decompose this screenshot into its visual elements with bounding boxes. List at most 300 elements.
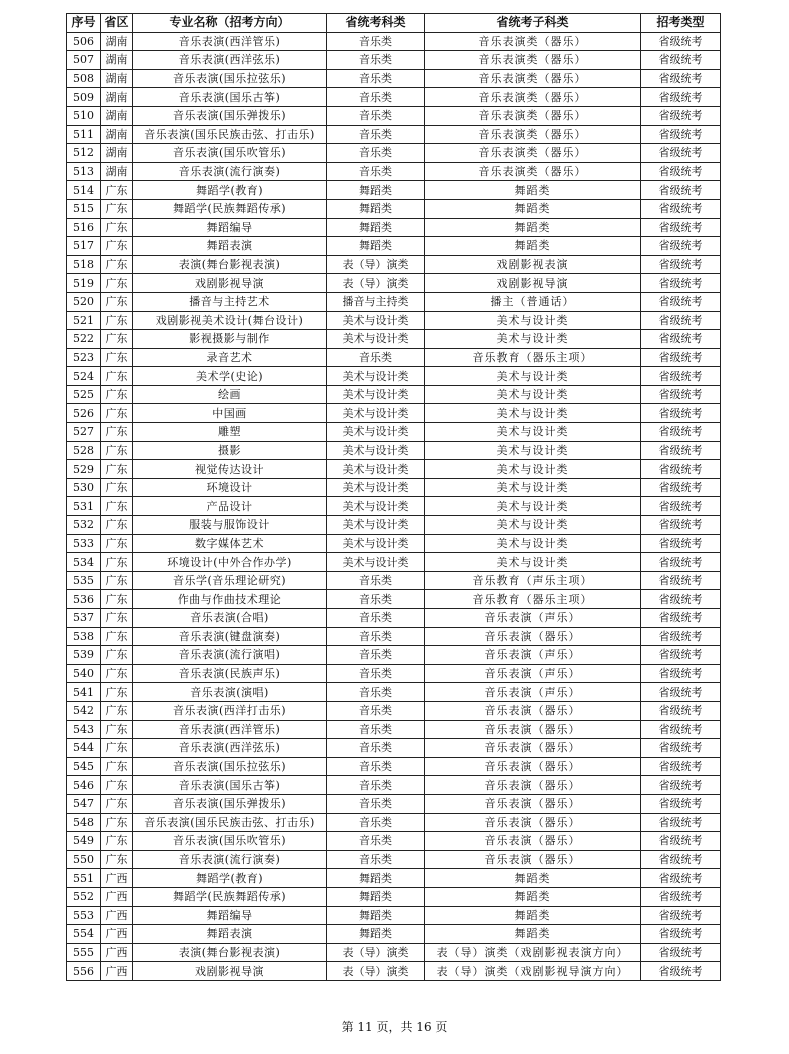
cell-exam-subcategory: 美术与设计类 <box>425 367 641 386</box>
cell-admission-type: 省级统考 <box>641 125 721 144</box>
table-row <box>67 571 721 590</box>
cell-exam-category: 美术与设计类 <box>327 497 425 516</box>
cell-major-name: 戏剧影视导演 <box>133 274 327 293</box>
cell-province: 广东 <box>101 237 133 256</box>
cell-admission-type: 省级统考 <box>641 199 721 218</box>
cell-admission-type: 省级统考 <box>641 460 721 479</box>
cell-exam-subcategory: 舞蹈类 <box>425 237 641 256</box>
cell-admission-type: 省级统考 <box>641 906 721 925</box>
cell-major-name: 音乐表演(西洋管乐) <box>133 32 327 51</box>
cell-province: 广东 <box>101 813 133 832</box>
cell-major-name: 作曲与作曲技术理论 <box>133 590 327 609</box>
table-row <box>67 553 721 572</box>
cell-major-name: 舞蹈表演 <box>133 237 327 256</box>
table-row <box>67 423 721 442</box>
table-row <box>67 181 721 200</box>
cell-exam-category: 音乐类 <box>327 701 425 720</box>
cell-exam-category: 音乐类 <box>327 794 425 813</box>
cell-admission-type: 省级统考 <box>641 237 721 256</box>
cell-exam-category: 美术与设计类 <box>327 423 425 442</box>
cell-major-name: 音乐表演(西洋打击乐) <box>133 701 327 720</box>
cell-major-name: 美术学(史论) <box>133 367 327 386</box>
cell-exam-subcategory: 美术与设计类 <box>425 404 641 423</box>
cell-exam-category: 播音与主持类 <box>327 292 425 311</box>
table-row <box>67 776 721 795</box>
cell-major-name: 音乐表演(国乐拉弦乐) <box>133 69 327 88</box>
cell-major-name: 表演(舞台影视表演) <box>133 943 327 962</box>
cell-exam-category: 音乐类 <box>327 571 425 590</box>
cell-admission-type: 省级统考 <box>641 330 721 349</box>
cell-serial-number: 519 <box>67 274 101 293</box>
cell-serial-number: 520 <box>67 292 101 311</box>
cell-province: 广西 <box>101 943 133 962</box>
cell-province: 广东 <box>101 404 133 423</box>
cell-major-name: 舞蹈表演 <box>133 925 327 944</box>
cell-exam-category: 表（导）演类 <box>327 255 425 274</box>
cell-province: 广东 <box>101 850 133 869</box>
cell-major-name: 音乐表演(国乐吹管乐) <box>133 144 327 163</box>
cell-exam-category: 美术与设计类 <box>327 404 425 423</box>
cell-serial-number: 521 <box>67 311 101 330</box>
cell-exam-category: 音乐类 <box>327 162 425 181</box>
cell-admission-type: 省级统考 <box>641 423 721 442</box>
cell-major-name: 舞蹈学(教育) <box>133 181 327 200</box>
cell-exam-category: 音乐类 <box>327 664 425 683</box>
cell-major-name: 音乐表演(流行演奏) <box>133 162 327 181</box>
table-row <box>67 850 721 869</box>
table-row <box>67 701 721 720</box>
cell-province: 广东 <box>101 423 133 442</box>
cell-major-name: 录音艺术 <box>133 348 327 367</box>
cell-admission-type: 省级统考 <box>641 534 721 553</box>
cell-serial-number: 533 <box>67 534 101 553</box>
cell-admission-type: 省级统考 <box>641 255 721 274</box>
cell-admission-type: 省级统考 <box>641 646 721 665</box>
cell-exam-category: 音乐类 <box>327 348 425 367</box>
cell-serial-number: 527 <box>67 423 101 442</box>
table-row <box>67 757 721 776</box>
cell-admission-type: 省级统考 <box>641 664 721 683</box>
cell-exam-subcategory: 美术与设计类 <box>425 423 641 442</box>
cell-exam-subcategory: 音乐教育（器乐主项） <box>425 590 641 609</box>
cell-exam-subcategory: 音乐教育（器乐主项） <box>425 348 641 367</box>
table-row <box>67 51 721 70</box>
cell-exam-subcategory: 美术与设计类 <box>425 478 641 497</box>
cell-serial-number: 512 <box>67 144 101 163</box>
cell-exam-subcategory: 舞蹈类 <box>425 925 641 944</box>
table-row <box>67 739 721 758</box>
cell-exam-subcategory: 音乐表演类（器乐） <box>425 69 641 88</box>
table-row <box>67 962 721 981</box>
cell-exam-subcategory: 音乐表演（器乐） <box>425 739 641 758</box>
cell-serial-number: 526 <box>67 404 101 423</box>
cell-major-name: 绘画 <box>133 385 327 404</box>
cell-exam-subcategory: 舞蹈类 <box>425 887 641 906</box>
cell-admission-type: 省级统考 <box>641 850 721 869</box>
cell-admission-type: 省级统考 <box>641 69 721 88</box>
cell-major-name: 音乐表演(流行演奏) <box>133 850 327 869</box>
cell-admission-type: 省级统考 <box>641 813 721 832</box>
cell-exam-category: 音乐类 <box>327 832 425 851</box>
cell-exam-subcategory: 舞蹈类 <box>425 906 641 925</box>
cell-major-name: 播音与主持艺术 <box>133 292 327 311</box>
cell-province: 广西 <box>101 906 133 925</box>
cell-admission-type: 省级统考 <box>641 720 721 739</box>
cell-exam-category: 音乐类 <box>327 757 425 776</box>
cell-serial-number: 536 <box>67 590 101 609</box>
cell-admission-type: 省级统考 <box>641 925 721 944</box>
cell-serial-number: 548 <box>67 813 101 832</box>
cell-exam-subcategory: 音乐表演（声乐） <box>425 609 641 628</box>
table-row <box>67 274 721 293</box>
table-row <box>67 218 721 237</box>
cell-serial-number: 525 <box>67 385 101 404</box>
cell-exam-subcategory: 音乐表演类（器乐） <box>425 106 641 125</box>
cell-exam-category: 美术与设计类 <box>327 441 425 460</box>
cell-exam-category: 音乐类 <box>327 609 425 628</box>
cell-exam-subcategory: 舞蹈类 <box>425 181 641 200</box>
table-row <box>67 943 721 962</box>
table-row <box>67 292 721 311</box>
cell-major-name: 摄影 <box>133 441 327 460</box>
cell-exam-subcategory: 音乐表演（声乐） <box>425 664 641 683</box>
cell-province: 广东 <box>101 255 133 274</box>
cell-admission-type: 省级统考 <box>641 683 721 702</box>
cell-exam-category: 音乐类 <box>327 69 425 88</box>
table-row <box>67 516 721 535</box>
cell-serial-number: 518 <box>67 255 101 274</box>
cell-exam-subcategory: 音乐表演（器乐） <box>425 832 641 851</box>
header-province: 省区 <box>101 14 133 33</box>
cell-province: 广东 <box>101 330 133 349</box>
cell-exam-subcategory: 音乐表演类（器乐） <box>425 32 641 51</box>
cell-serial-number: 517 <box>67 237 101 256</box>
cell-admission-type: 省级统考 <box>641 943 721 962</box>
cell-exam-subcategory: 音乐表演类（器乐） <box>425 144 641 163</box>
header-exam-subcategory: 省统考子科类 <box>425 14 641 33</box>
cell-province: 广东 <box>101 590 133 609</box>
cell-exam-category: 美术与设计类 <box>327 311 425 330</box>
cell-province: 广东 <box>101 794 133 813</box>
cell-province: 广东 <box>101 534 133 553</box>
cell-exam-category: 音乐类 <box>327 106 425 125</box>
cell-province: 湖南 <box>101 51 133 70</box>
cell-exam-category: 美术与设计类 <box>327 460 425 479</box>
cell-admission-type: 省级统考 <box>641 962 721 981</box>
cell-serial-number: 514 <box>67 181 101 200</box>
cell-exam-subcategory: 美术与设计类 <box>425 460 641 479</box>
cell-serial-number: 515 <box>67 199 101 218</box>
cell-serial-number: 506 <box>67 32 101 51</box>
table-row <box>67 88 721 107</box>
cell-admission-type: 省级统考 <box>641 32 721 51</box>
cell-serial-number: 540 <box>67 664 101 683</box>
cell-serial-number: 545 <box>67 757 101 776</box>
cell-admission-type: 省级统考 <box>641 887 721 906</box>
cell-major-name: 音乐表演(国乐民族击弦、打击乐) <box>133 813 327 832</box>
table-row <box>67 609 721 628</box>
cell-serial-number: 543 <box>67 720 101 739</box>
cell-admission-type: 省级统考 <box>641 776 721 795</box>
cell-exam-category: 美术与设计类 <box>327 330 425 349</box>
cell-exam-category: 音乐类 <box>327 813 425 832</box>
cell-major-name: 音乐表演(西洋管乐) <box>133 720 327 739</box>
cell-exam-category: 美术与设计类 <box>327 367 425 386</box>
cell-province: 广东 <box>101 497 133 516</box>
cell-exam-category: 音乐类 <box>327 590 425 609</box>
cell-province: 广东 <box>101 646 133 665</box>
cell-exam-subcategory: 美术与设计类 <box>425 516 641 535</box>
cell-exam-subcategory: 戏剧影视导演 <box>425 274 641 293</box>
cell-serial-number: 555 <box>67 943 101 962</box>
cell-major-name: 舞蹈学(民族舞蹈传承) <box>133 887 327 906</box>
cell-province: 湖南 <box>101 32 133 51</box>
cell-exam-category: 表（导）演类 <box>327 274 425 293</box>
cell-major-name: 音乐表演(国乐弹拨乐) <box>133 794 327 813</box>
header-exam-category: 省统考科类 <box>327 14 425 33</box>
table-row <box>67 832 721 851</box>
cell-major-name: 环境设计 <box>133 478 327 497</box>
cell-admission-type: 省级统考 <box>641 516 721 535</box>
cell-exam-subcategory: 舞蹈类 <box>425 218 641 237</box>
cell-province: 广东 <box>101 292 133 311</box>
cell-exam-subcategory: 音乐表演（器乐） <box>425 701 641 720</box>
table-row <box>67 869 721 888</box>
cell-major-name: 舞蹈编导 <box>133 218 327 237</box>
table-row <box>67 237 721 256</box>
cell-admission-type: 省级统考 <box>641 701 721 720</box>
table-row <box>67 646 721 665</box>
cell-exam-category: 舞蹈类 <box>327 218 425 237</box>
cell-serial-number: 516 <box>67 218 101 237</box>
table-row <box>67 69 721 88</box>
cell-province: 湖南 <box>101 144 133 163</box>
cell-serial-number: 523 <box>67 348 101 367</box>
cell-major-name: 影视摄影与制作 <box>133 330 327 349</box>
cell-exam-category: 美术与设计类 <box>327 385 425 404</box>
cell-serial-number: 530 <box>67 478 101 497</box>
cell-exam-category: 舞蹈类 <box>327 181 425 200</box>
cell-exam-subcategory: 音乐表演（器乐） <box>425 794 641 813</box>
table-row <box>67 534 721 553</box>
table-row <box>67 330 721 349</box>
cell-exam-category: 舞蹈类 <box>327 199 425 218</box>
cell-province: 广东 <box>101 274 133 293</box>
cell-exam-category: 音乐类 <box>327 32 425 51</box>
cell-exam-subcategory: 表（导）演类（戏剧影视表演方向） <box>425 943 641 962</box>
table-row <box>67 925 721 944</box>
cell-province: 广东 <box>101 720 133 739</box>
cell-major-name: 音乐表演(键盘演奏) <box>133 627 327 646</box>
cell-major-name: 中国画 <box>133 404 327 423</box>
cell-province: 广西 <box>101 887 133 906</box>
cell-admission-type: 省级统考 <box>641 590 721 609</box>
table-row <box>67 199 721 218</box>
cell-exam-subcategory: 音乐表演类（器乐） <box>425 88 641 107</box>
cell-major-name: 雕塑 <box>133 423 327 442</box>
cell-exam-category: 音乐类 <box>327 627 425 646</box>
cell-province: 广东 <box>101 701 133 720</box>
cell-province: 广东 <box>101 739 133 758</box>
table-row <box>67 106 721 125</box>
cell-exam-category: 美术与设计类 <box>327 553 425 572</box>
cell-admission-type: 省级统考 <box>641 106 721 125</box>
cell-exam-category: 音乐类 <box>327 776 425 795</box>
table-row <box>67 404 721 423</box>
cell-major-name: 音乐表演(西洋弦乐) <box>133 739 327 758</box>
cell-province: 湖南 <box>101 125 133 144</box>
cell-major-name: 音乐表演(民族声乐) <box>133 664 327 683</box>
cell-admission-type: 省级统考 <box>641 367 721 386</box>
cell-serial-number: 552 <box>67 887 101 906</box>
cell-province: 湖南 <box>101 106 133 125</box>
cell-admission-type: 省级统考 <box>641 441 721 460</box>
table-row <box>67 144 721 163</box>
cell-exam-subcategory: 音乐表演（器乐） <box>425 720 641 739</box>
cell-exam-category: 音乐类 <box>327 88 425 107</box>
cell-major-name: 舞蹈学(教育) <box>133 869 327 888</box>
cell-major-name: 音乐表演(国乐古筝) <box>133 776 327 795</box>
cell-exam-subcategory: 音乐表演（声乐） <box>425 683 641 702</box>
table-row <box>67 385 721 404</box>
cell-exam-subcategory: 音乐表演（器乐） <box>425 757 641 776</box>
table-row <box>67 590 721 609</box>
cell-exam-category: 音乐类 <box>327 683 425 702</box>
table-row <box>67 367 721 386</box>
cell-admission-type: 省级统考 <box>641 385 721 404</box>
cell-admission-type: 省级统考 <box>641 51 721 70</box>
table-row <box>67 478 721 497</box>
cell-major-name: 戏剧影视美术设计(舞台设计) <box>133 311 327 330</box>
cell-exam-category: 音乐类 <box>327 144 425 163</box>
cell-exam-subcategory: 音乐教育（声乐主项） <box>425 571 641 590</box>
cell-exam-category: 音乐类 <box>327 125 425 144</box>
cell-exam-subcategory: 美术与设计类 <box>425 330 641 349</box>
cell-major-name: 舞蹈学(民族舞蹈传承) <box>133 199 327 218</box>
cell-exam-subcategory: 美术与设计类 <box>425 385 641 404</box>
cell-exam-subcategory: 音乐表演（声乐） <box>425 646 641 665</box>
cell-major-name: 视觉传达设计 <box>133 460 327 479</box>
cell-province: 湖南 <box>101 88 133 107</box>
cell-major-name: 音乐学(音乐理论研究) <box>133 571 327 590</box>
cell-exam-subcategory: 美术与设计类 <box>425 553 641 572</box>
cell-major-name: 音乐表演(演唱) <box>133 683 327 702</box>
cell-major-name: 音乐表演(西洋弦乐) <box>133 51 327 70</box>
cell-exam-category: 音乐类 <box>327 720 425 739</box>
table-row <box>67 906 721 925</box>
cell-admission-type: 省级统考 <box>641 348 721 367</box>
cell-admission-type: 省级统考 <box>641 869 721 888</box>
cell-exam-subcategory: 美术与设计类 <box>425 441 641 460</box>
admissions-table <box>66 13 721 981</box>
cell-province: 广东 <box>101 832 133 851</box>
cell-exam-subcategory: 美术与设计类 <box>425 311 641 330</box>
cell-serial-number: 538 <box>67 627 101 646</box>
table-row <box>67 125 721 144</box>
table-row <box>67 255 721 274</box>
cell-province: 广东 <box>101 478 133 497</box>
cell-exam-subcategory: 美术与设计类 <box>425 497 641 516</box>
cell-serial-number: 507 <box>67 51 101 70</box>
cell-serial-number: 513 <box>67 162 101 181</box>
cell-serial-number: 547 <box>67 794 101 813</box>
cell-province: 广东 <box>101 385 133 404</box>
table-row <box>67 311 721 330</box>
table-row <box>67 887 721 906</box>
cell-province: 广东 <box>101 460 133 479</box>
cell-major-name: 音乐表演(国乐拉弦乐) <box>133 757 327 776</box>
cell-serial-number: 508 <box>67 69 101 88</box>
cell-serial-number: 550 <box>67 850 101 869</box>
cell-admission-type: 省级统考 <box>641 181 721 200</box>
table-row <box>67 664 721 683</box>
cell-exam-category: 舞蹈类 <box>327 869 425 888</box>
cell-exam-category: 美术与设计类 <box>327 534 425 553</box>
table-row <box>67 497 721 516</box>
cell-serial-number: 539 <box>67 646 101 665</box>
cell-serial-number: 546 <box>67 776 101 795</box>
cell-admission-type: 省级统考 <box>641 609 721 628</box>
cell-province: 广东 <box>101 683 133 702</box>
cell-admission-type: 省级统考 <box>641 88 721 107</box>
cell-admission-type: 省级统考 <box>641 274 721 293</box>
cell-province: 广东 <box>101 571 133 590</box>
cell-serial-number: 528 <box>67 441 101 460</box>
table-row <box>67 348 721 367</box>
table-row <box>67 813 721 832</box>
table-row <box>67 162 721 181</box>
cell-province: 广东 <box>101 609 133 628</box>
cell-serial-number: 531 <box>67 497 101 516</box>
cell-major-name: 音乐表演(国乐弹拨乐) <box>133 106 327 125</box>
header-major-name: 专业名称（招考方向） <box>133 14 327 33</box>
cell-major-name: 音乐表演(国乐吹管乐) <box>133 832 327 851</box>
cell-exam-subcategory: 表（导）演类（戏剧影视导演方向） <box>425 962 641 981</box>
cell-province: 广东 <box>101 516 133 535</box>
cell-province: 湖南 <box>101 69 133 88</box>
cell-exam-subcategory: 音乐表演（器乐） <box>425 850 641 869</box>
cell-major-name: 数字媒体艺术 <box>133 534 327 553</box>
cell-serial-number: 535 <box>67 571 101 590</box>
page-footer: 第 11 页，共 16 页 <box>341 1020 448 1034</box>
cell-major-name: 产品设计 <box>133 497 327 516</box>
cell-exam-category: 音乐类 <box>327 739 425 758</box>
cell-province: 广东 <box>101 776 133 795</box>
cell-exam-category: 舞蹈类 <box>327 906 425 925</box>
cell-exam-category: 舞蹈类 <box>327 237 425 256</box>
cell-province: 广东 <box>101 757 133 776</box>
cell-province: 广东 <box>101 664 133 683</box>
table-body <box>67 32 721 980</box>
cell-serial-number: 510 <box>67 106 101 125</box>
cell-exam-subcategory: 美术与设计类 <box>425 534 641 553</box>
cell-province: 广东 <box>101 348 133 367</box>
cell-serial-number: 522 <box>67 330 101 349</box>
table-row <box>67 627 721 646</box>
cell-province: 广东 <box>101 553 133 572</box>
table-row <box>67 683 721 702</box>
cell-province: 广东 <box>101 311 133 330</box>
cell-serial-number: 544 <box>67 739 101 758</box>
cell-admission-type: 省级统考 <box>641 404 721 423</box>
cell-serial-number: 554 <box>67 925 101 944</box>
table-header-row <box>67 14 721 33</box>
cell-exam-subcategory: 音乐表演类（器乐） <box>425 162 641 181</box>
cell-exam-subcategory: 音乐表演（器乐） <box>425 627 641 646</box>
cell-admission-type: 省级统考 <box>641 627 721 646</box>
cell-admission-type: 省级统考 <box>641 478 721 497</box>
table-row <box>67 720 721 739</box>
